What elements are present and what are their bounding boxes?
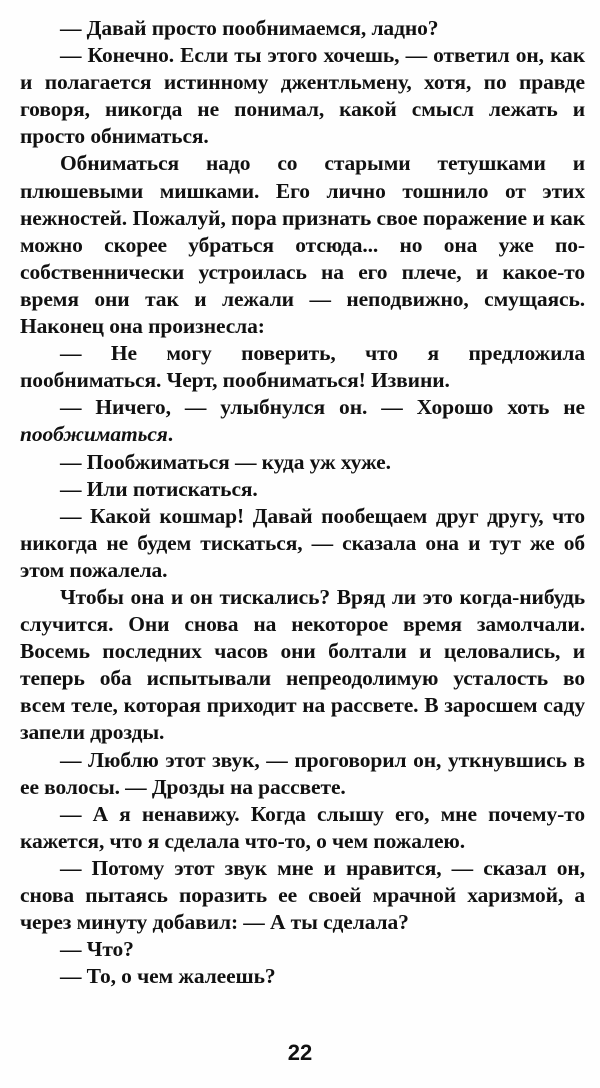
paragraph <box>20 150 585 340</box>
paragraph <box>20 449 585 476</box>
paragraph <box>20 15 585 42</box>
paragraph <box>20 747 585 801</box>
paragraph <box>20 503 585 584</box>
text-segment: — Давай просто пообнимаемся, ладно? <box>60 16 439 40</box>
text-segment: — Какой кошмар! Давай пообещаем друг другу, что никогда не будем тискаться, — сказала она и тут же об этом пожалела. <box>20 503 585 582</box>
italic-text: пообжиматься <box>20 422 168 447</box>
text-segment: — Пообжиматься — куда уж хуже. <box>60 449 391 474</box>
text-segment: — Не могу поверить, что я предложила пообниматься. Черт, пообниматься! Извини. <box>20 341 585 393</box>
text-segment: — То, о чем жалеешь? <box>60 964 276 989</box>
text-segment: — Конечно. Если ты этого хочешь, — ответил он, как и полагается истинному джентльмену, хотя, по правде говоря, никогда не понимал, какой смысл лежать и просто обниматься. <box>20 43 585 149</box>
text-segment: — Потому этот звук мне и нравится, — сказал он, снова пытаясь поразить ее своей мрачной харизмой, а через минуту добавил: — А ты сделала? <box>20 855 585 935</box>
paragraph <box>20 394 585 448</box>
paragraph <box>20 936 585 963</box>
text-segment: Обниматься надо со старыми тетушками и плюшевыми мишками. Его лично тошнило от этих нежностей. Пожалуй, пора признать свое поражение и как можно скорее убраться отсюда... но она уже по-собственнически устроилась на его плече, и какое-то время они так и лежали — неподвижно, смущаясь. Наконец она произнесла: <box>20 151 585 339</box>
text-segment: . <box>167 422 174 447</box>
page-number: 22 <box>287 1040 313 1065</box>
paragraph <box>20 855 585 936</box>
text-segment: Чтобы она и он тискались? Вряд ли это когда-нибудь случится. Они снова на некоторое время замолчали. Восемь последних часов они болтали и целовались, и теперь оба испытывали непреодолимую усталость во всем теле, которая приходит на рассвете. В заросшем саду запели дрозды. <box>20 584 585 745</box>
text-segment: — Что? <box>60 937 134 962</box>
body-text <box>20 15 585 990</box>
paragraph <box>20 42 585 150</box>
paragraph <box>20 584 585 747</box>
paragraph <box>20 963 585 990</box>
text-segment: — Ничего, — улыбнулся он. — Хорошо хоть не <box>60 395 585 420</box>
text-segment: — Или потискаться. <box>60 476 258 501</box>
text-segment: — Люблю этот звук, — проговорил он, уткнувшись в ее волосы. — Дрозды на рассвете. <box>20 747 585 799</box>
text-segment: — А я ненавижу. Когда слышу его, мне почему-то кажется, что я сделала что-то, о чем пожалею. <box>20 801 585 853</box>
paragraph <box>20 476 585 503</box>
paragraph <box>20 801 585 855</box>
paragraph <box>20 340 585 394</box>
